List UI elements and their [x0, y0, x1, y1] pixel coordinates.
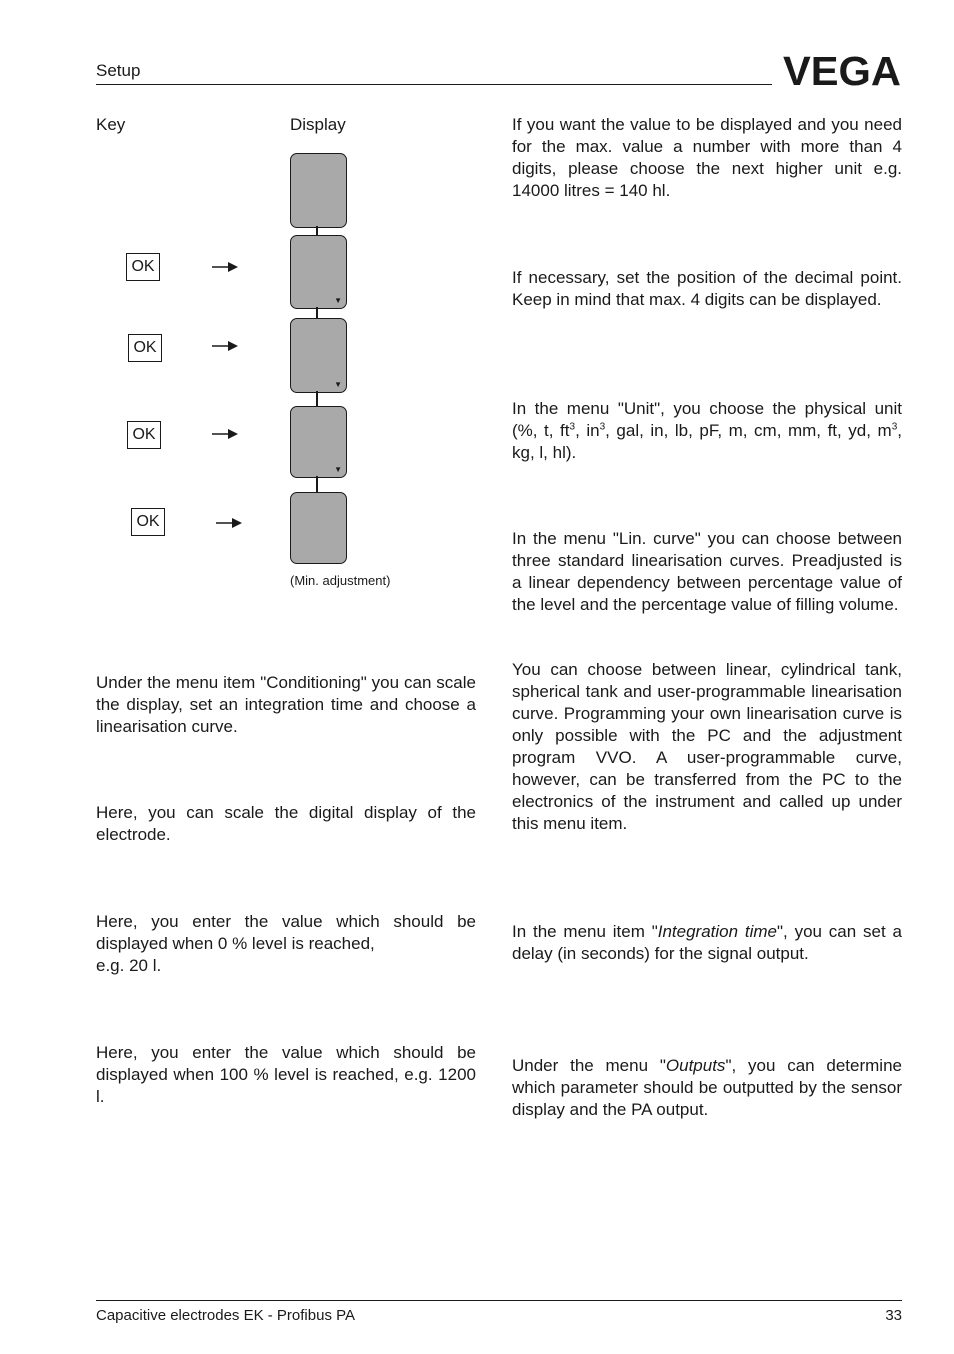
header-section-title: Setup	[96, 61, 141, 80]
min-value-text: Here, you enter the value which should be displayed when 0 % level is reached,	[96, 912, 476, 953]
superscript: 3	[569, 421, 576, 433]
curve-options-paragraph: You can choose between linear, cylindrical tank, spherical tank and user-programmable linearisation curve. Programming your own linearisation curve is only possible with the PC and the adjustment program VVO. A user-programmable curve, however, can be transferred from the PC to the electronics of the instrument and called up under this menu item.	[512, 660, 902, 833]
outputs-text: ", you can determine which parameter should be outputted by the sensor display and the PA output.	[512, 1056, 902, 1119]
display-column-label: Display	[290, 115, 346, 134]
outputs-paragraph	[512, 1055, 902, 1121]
integration-term: Integration time	[657, 922, 778, 941]
arrow-right-icon	[212, 429, 238, 439]
key-column-label: Key	[96, 115, 126, 134]
display-screen-5	[290, 492, 347, 564]
ok-key-2: OK	[128, 334, 162, 362]
decimal-point-paragraph: If necessary, set the position of the decimal point. Keep in mind that max. 4 digits can be displayed.	[512, 268, 902, 309]
display-screen-1	[290, 153, 347, 228]
ok-key-1: OK	[126, 253, 160, 281]
conditioning-paragraph: Under the menu item "Conditioning" you can scale the display, set an integration time and choose a linearisation curve.	[96, 673, 476, 736]
display-screen-4	[290, 406, 347, 478]
triangle-down-icon: ▼	[334, 380, 342, 389]
footer-rule	[96, 1300, 902, 1301]
display-screen-2	[290, 235, 347, 309]
superscript: 3	[891, 421, 898, 433]
unit-paragraph	[512, 398, 902, 464]
connector-line	[316, 476, 318, 493]
ok-key-4: OK	[131, 508, 165, 536]
lin-curve-paragraph: In the menu "Lin. curve" you can choose between three standard linearisation curves. Preadjusted is a linear dependency between percentage value of the level and the percentage value of filling volume.	[512, 529, 902, 614]
display-screen-3	[290, 318, 347, 393]
triangle-down-icon: ▼	[334, 296, 342, 305]
arrow-right-icon	[212, 341, 238, 351]
unit-text: , gal, in, lb, pF, m, cm, mm, ft, yd, m	[605, 421, 892, 440]
integration-text: In the menu item "	[512, 922, 658, 941]
vega-logo	[782, 52, 902, 88]
superscript: 3	[599, 421, 606, 433]
scaling-paragraph: Here, you can scale the digital display of the electrode.	[96, 803, 476, 844]
outputs-term: Outputs	[665, 1056, 726, 1075]
page-number: 33	[885, 1307, 902, 1324]
footer-title: Capacitive electrodes EK - Profibus PA	[96, 1307, 356, 1324]
outputs-text: Under the menu "	[512, 1056, 666, 1075]
min-value-paragraph	[96, 911, 476, 977]
arrow-right-icon	[216, 518, 242, 528]
unit-text: , kg, l, hl).	[512, 421, 902, 462]
min-value-example: e.g. 20 l.	[96, 956, 162, 975]
integration-text: ", you can set a delay (in seconds) for the signal output.	[512, 922, 902, 963]
max-value-paragraph: Here, you enter the value which should be displayed when 100 % level is reached, e.g. 1200 l.	[96, 1043, 476, 1106]
diagram-caption: (Min. adjustment)	[290, 573, 391, 588]
integration-time-paragraph	[512, 921, 902, 965]
svg-text:VEGA: VEGA	[783, 52, 901, 88]
arrow-right-icon	[212, 262, 238, 272]
ok-key-3: OK	[127, 421, 161, 449]
unit-text: , in	[575, 421, 600, 440]
header-rule	[96, 84, 772, 85]
connector-line	[316, 391, 318, 407]
max-digits-paragraph: If you want the value to be displayed and you need for the max. value a number with more than 4 digits, please choose the next higher unit e.g. 14000 litres = 140 hl.	[512, 115, 902, 200]
triangle-down-icon: ▼	[334, 465, 342, 474]
unit-text: In the menu "Unit", you choose the physical unit (%, t, ft	[512, 399, 902, 440]
